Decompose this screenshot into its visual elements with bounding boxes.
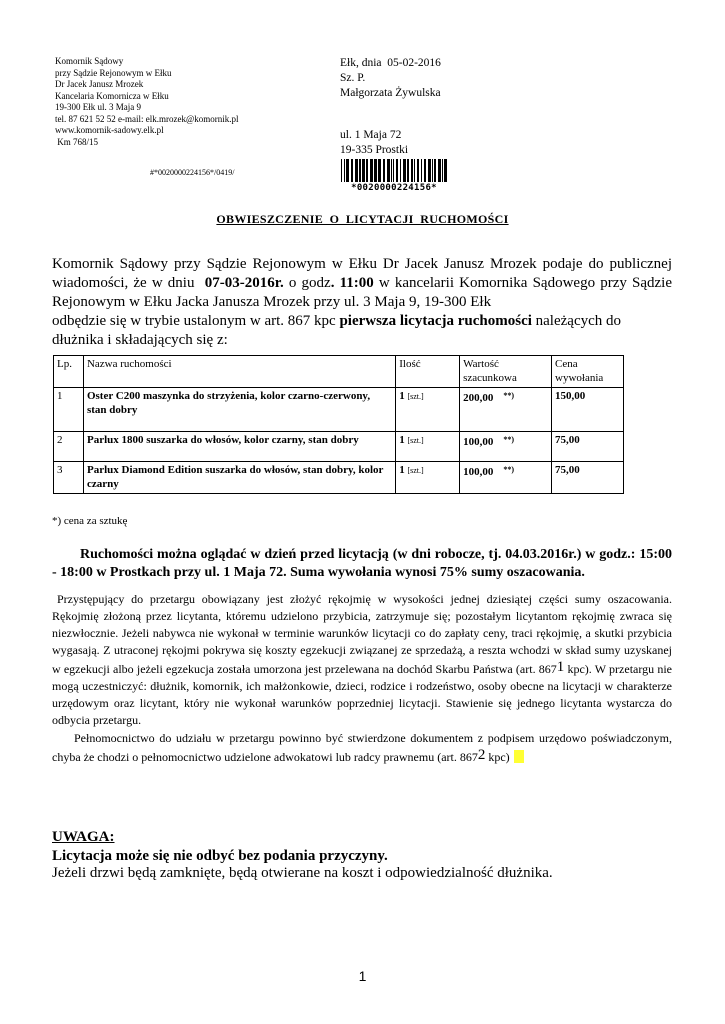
recipient-address [340,128,408,158]
items-table [53,355,624,494]
barcode-bar [391,159,392,182]
barcode-bar [428,159,431,182]
cell-value [460,462,552,494]
barcode-bar [359,159,361,182]
rules-text: Pełnomocnictwo do udziału w przetargu powinno być stwierdzone dokumentem z podpisem urzędowo poświadczonym, chyba że chodzi o pełnomocnictwo udzielone adwokatowi lub radcy prawnemu (art. 867 [52,731,672,764]
qty-unit: [szt.] [407,392,424,401]
sender-line: Kancelaria Komornicza w Ełku [55,90,169,101]
rules-paragraph-proxy [52,730,672,766]
barcode-bar [387,159,390,182]
recipient-city: 19-335 Prostki [340,144,409,156]
barcode-bar [400,159,401,182]
auction-date: 07-03-2016r. [204,275,284,291]
barcode-bar [438,159,441,182]
barcode-bar [432,159,433,182]
auction-time: 11:00 [334,275,374,291]
sender-line: tel. 87 621 52 52 e-mail: elk.mrozek@komornik.pl [55,113,239,124]
barcode-bar [370,159,373,182]
page-number: 1 [358,968,367,984]
value-mark: **) [503,391,515,400]
table-header-row [54,356,624,388]
document-title: OBWIESZCZENIE O LICYTACJI RUCHOMOŚCI [216,212,509,226]
cell-price: 150,00 [552,388,624,432]
intro-text: o godz [283,275,331,291]
barcode-bar [403,159,406,182]
barcode-bar [344,159,345,182]
article-superscript: 1 [556,659,565,675]
qty-unit: [szt.] [407,436,424,445]
rules-paragraph-deposit [52,591,672,729]
cell-price: 75,00 [552,432,624,462]
sender-line: przy Sądzie Rejonowym w Ełku [55,67,172,78]
value-amount: 100,00 [463,466,494,478]
notice-heading: UWAGA: [52,829,115,845]
table-row [54,462,624,494]
reference-code: #*0020000224156*/0419/ [150,168,235,177]
barcode [340,159,448,191]
case-number: Km 768/15 [55,136,99,147]
barcode-bar [351,159,353,182]
cell-qty [396,462,460,494]
intro-text: Komornik Sądowy przy Sądzie Rejonowym w Ełku Dr Jacek Janusz Mrozek podaje do publicznej wiadomości, że w dniu [52,256,676,291]
cell-lp: 1 [54,388,84,432]
sender-line: Komornik Sądowy [55,56,124,66]
barcode-bar [366,159,368,182]
intro-paragraph [52,255,676,312]
sender-line: Dr Jacek Janusz Mrozek [55,79,144,89]
barcode-bar [442,159,443,182]
qty-value: 1 [399,434,405,446]
value-mark: **) [503,435,515,444]
barcode-graphic [340,159,448,191]
table-row [54,388,624,432]
announcement-intro [52,255,676,350]
notice-line-2: Jeżeli drzwi będą zamknięte, będą otwierane na koszt i odpowiedzialność dłużnika. [52,865,553,881]
barcode-text: *0020000224156* [351,183,437,191]
intro-paragraph-2 [52,312,672,350]
rules-text: Przystępujący do przetargu obowiązany jest złożyć rękojmię w wysokości jednej dziesiątej części sumy oszacowania. Rękojmię złożoną przez licytanta, któremu udzielono przybicia, zatrzymuje się; pozostałym licytantom rękojmię zwraca się niezwłocznie. Jeżeli nabywca nie wykonał w terminie warunków licytacji co do zapłaty ceny, traci rękojmię, a skutki przybicia wygasają. Z utraconej rękojmi pokrywa się koszty egzekucji związanej ze sprzedażą, a reszta wchodzi w skład sumy uzyskanej w egzekucji albo jeżeli egzekucja została umorzona jest przelewana na dochód Skarbu Państwa (art. 867 [52,592,672,676]
price-footnote: *) cena za sztukę [52,515,128,527]
barcode-bar [411,159,413,182]
barcode-bar [383,159,385,182]
cell-lp: 2 [54,432,84,462]
barcode-bar [374,159,377,182]
auction-rules [52,591,672,766]
cell-value [460,432,552,462]
intro-text: odbędzie się w trybie ustalonym w art. 867 kpc [52,313,340,329]
barcode-bar [444,159,447,182]
value-mark: **) [503,465,515,474]
qty-value: 1 [399,390,405,402]
barcode-bar [355,159,358,182]
sender-block [55,56,239,148]
barcode-bar [341,159,342,182]
intro-dot: . [330,275,335,291]
recipient-name: Małgorzata Żywulska [340,87,441,99]
article-superscript: 2 [477,747,486,763]
cell-name: Oster C200 maszynka do strzyżenia, kolor czarno-czerwony, stan dobry [83,388,395,432]
barcode-bar [434,159,436,182]
header-price: Cena wywołania [552,356,624,388]
cell-price: 75,00 [552,462,624,494]
barcode-bar [378,159,381,182]
header-value: Wartość szacunkowa [460,356,552,388]
recipient-street: ul. 1 Maja 72 [340,129,402,141]
intro-text: należących do dłużnika i składających się z: [52,313,622,348]
date-line: Ełk, dnia 05-02-2016 [340,57,441,69]
rules-text: kpc) [485,750,510,764]
value-amount: 100,00 [463,436,494,448]
cell-lp: 3 [54,462,84,494]
cell-name: Parlux Diamond Edition suszarka do włosów, stan dobry, kolor czarny [83,462,395,494]
table-row [54,432,624,462]
auction-type: pierwsza licytacja ruchomości [339,313,532,329]
rules-text: kpc). W przetargu nie mogą uczestniczyć: dłużnik, komornik, ich małżonkowie, dzieci, rodzice i rodzeństwo, osoby obecne na licytacji w charakterze urzędowym oraz licytant, który nie wykonał warunków poprzedniej licytacji. Stawienie się jednego licytanta wystarcza do odbycia przetargu. [52,662,672,727]
cell-qty [396,432,460,462]
cell-name: Parlux 1800 suszarka do włosów, kolor czarny, stan dobry [83,432,395,462]
barcode-bar [346,159,349,182]
header-lp: Lp. [54,356,84,388]
barcode-bar [362,159,365,182]
barcode-bar [421,159,422,182]
barcode-bar [396,159,398,182]
intro-text: w kancelarii Komornika Sądowego przy Sądzie Rejonowym w Ełku Jacka Janusza Mrozek przy ul. 3 Maja 9, 19-300 Ełk [52,275,672,310]
barcode-bar [407,159,409,182]
qty-unit: [szt.] [407,466,424,475]
barcode-bar [417,159,419,182]
sender-line: 19-300 Ełk ul. 3 Maja 9 [55,102,141,112]
recipient-block [340,56,441,101]
cell-qty [396,388,460,432]
viewing-notice: Ruchomości można oglądać w dzień przed licytacją (w dni robocze, tj. 04.03.2016r.) w godz.: 15:00 - 18:00 w Prostkach przy ul. 1 Maja 72. Suma wywołania wynosi 75% sumy oszacowania. [52,547,672,580]
highlight-mark [514,750,524,763]
sender-line: www.komornik-sadowy.elk.pl [55,125,164,135]
header-qty: Ilość [396,356,460,388]
recipient-prefix: Sz. P. [340,72,366,84]
barcode-bar [393,159,394,182]
header-name: Nazwa ruchomości [83,356,395,388]
barcode-bar [424,159,426,182]
barcode-bar [414,159,415,182]
value-amount: 200,00 [463,392,494,404]
notice-line-1: Licytacja może się nie odbyć bez podania przyczyny. [52,848,388,864]
cell-value [460,388,552,432]
qty-value: 1 [399,464,405,476]
